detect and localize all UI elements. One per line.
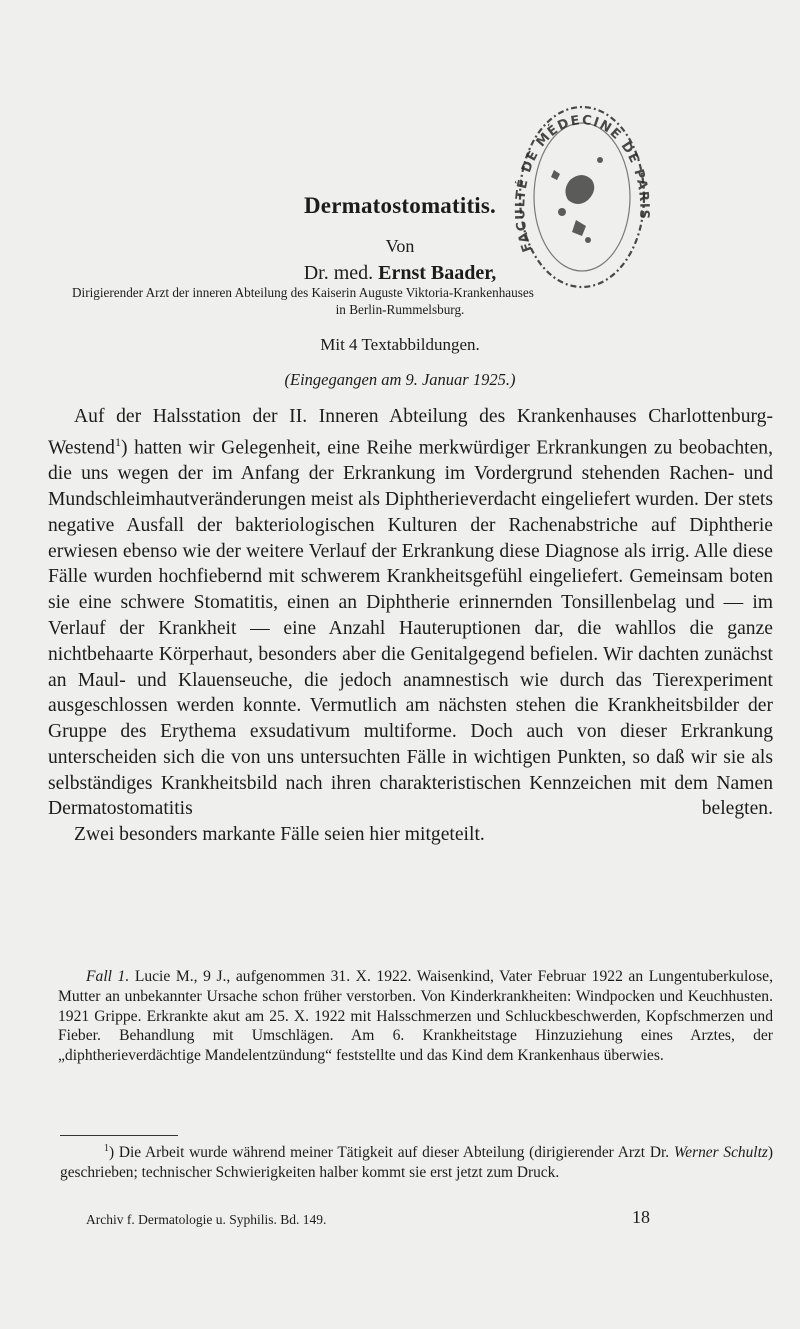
footnote <box>60 1139 773 1182</box>
byline: Von <box>385 236 415 256</box>
page-number: 18 <box>632 1207 650 1227</box>
case-text: Lucie M., 9 J., aufgenommen 31. X. 1922. Waisenkind, Vater Februar 1922 an Lungentuberkulose, Mutter an unbekannter Ursache schon früher verstorben. Von Kinderkrankheiten: Windpocken und Keuchhusten. 1921 Grippe. Erkrankte akut am 25. X. 1922 mit Halsschmerzen und Schluckbeschwerden, Kopfschmerzen und Fieber. Behandlung mit Umschlägen. Am 6. Krankheitstage Hinzuziehung eines Arztes, der „diphtherieverdächtige Mandelentzündung“ feststellte und das Kind dem Krankenhaus überwies. <box>58 968 773 1065</box>
paragraph <box>48 404 773 822</box>
main-text <box>48 404 773 848</box>
author-name: Ernst Baader, <box>378 262 497 284</box>
stamp-text: FACULTÉ DE MÉDECINE DE PARIS <box>513 112 652 254</box>
author-prefix: Dr. med. <box>303 262 374 284</box>
paper-title: Dermatostomatitis. <box>303 193 496 218</box>
footnote-marker: 1 <box>114 434 121 449</box>
paragraph-text: ) hatten wir Gelegenheit, eine Reihe merkwürdiger Erkrankungen zu beobachten, die uns wegen der im Anfang der Erkrankung im Vordergrund stehenden Rachen- und Mundschleimhautveränderungen meist als Diphtherieverdacht eingeliefert wurden. Der stets negative Ausfall der bakteriologischen Kulturen der Rachenabstriche auf Diphtherie erwiesen ebenso wie der weitere Verlauf der Erkrankung diese Diagnose als irrig. Alle diese Fälle wurden hochfiebernd mit schwerem Krankheitsgefühl eingeliefert. Gemeinsam boten sie eine schwere Stomatitis, einen an Diphtherie erinnernden Tonsillenbelag und — im Verlauf der Krankheit — eine Anzahl Hauteruptionen dar, die wahllos die ganze nichtbehaarte Körperhaut, besonders aber die Genitalgegend befielen. Wir dachten zunächst an Maul- und Klauenseuche, die jedoch anamnestisch wie durch das Tierexperiment ausgeschlossen werden konnte. Vermutlich am nächsten stehen die Krankheitsbilder der Gruppe des Erythema exsudativum multiforme. Doch auch von dieser Erkrankung unterscheiden sich die von uns untersuchten Fälle in wichtigen Punkten, so daß wir sie als selbständiges Krankheitsbild nach ihren charakteristischen Kennzeichen mit dem Namen Dermatostomatitis belegten. <box>48 437 773 820</box>
footnote-text: ) geschrieben; technischer Schwierigkeiten halber kommt sie erst jetzt zum Druck. <box>60 1144 773 1181</box>
footnote-paragraph <box>60 1139 773 1182</box>
figures-note: Mit 4 Textabbildungen. <box>320 335 480 354</box>
case-paragraph <box>58 967 773 1066</box>
paragraph: Zwei besonders markante Fälle seien hier mitgeteilt. <box>74 824 485 846</box>
footnote-number: 1 <box>104 1143 109 1154</box>
affiliation-line-1: Dirigierender Arzt der inneren Abteilung des Kaiserin Auguste Viktoria-Krankenhauses <box>72 285 534 300</box>
affiliation-line-2: in Berlin-Rummelsburg. <box>335 302 465 317</box>
paragraph-text: Auf der Halsstation der II. Inneren Abteilung des Krankenhauses Charlottenburg-Westend <box>48 406 773 459</box>
received-date: (Eingegangen am 9. Januar 1925.) <box>284 370 516 389</box>
footnote-person: Werner Schultz <box>673 1144 768 1162</box>
author-line <box>0 262 800 285</box>
footnote-text: ) Die Arbeit wurde während meiner Tätigkeit auf dieser Abteilung (dirigierender Arzt Dr. <box>109 1144 674 1162</box>
case-report <box>58 967 773 1066</box>
journal-reference: Archiv f. Dermatologie u. Syphilis. Bd. 149. <box>86 1212 327 1227</box>
footnote-divider <box>60 1135 178 1136</box>
case-label: Fall 1. <box>86 968 130 985</box>
